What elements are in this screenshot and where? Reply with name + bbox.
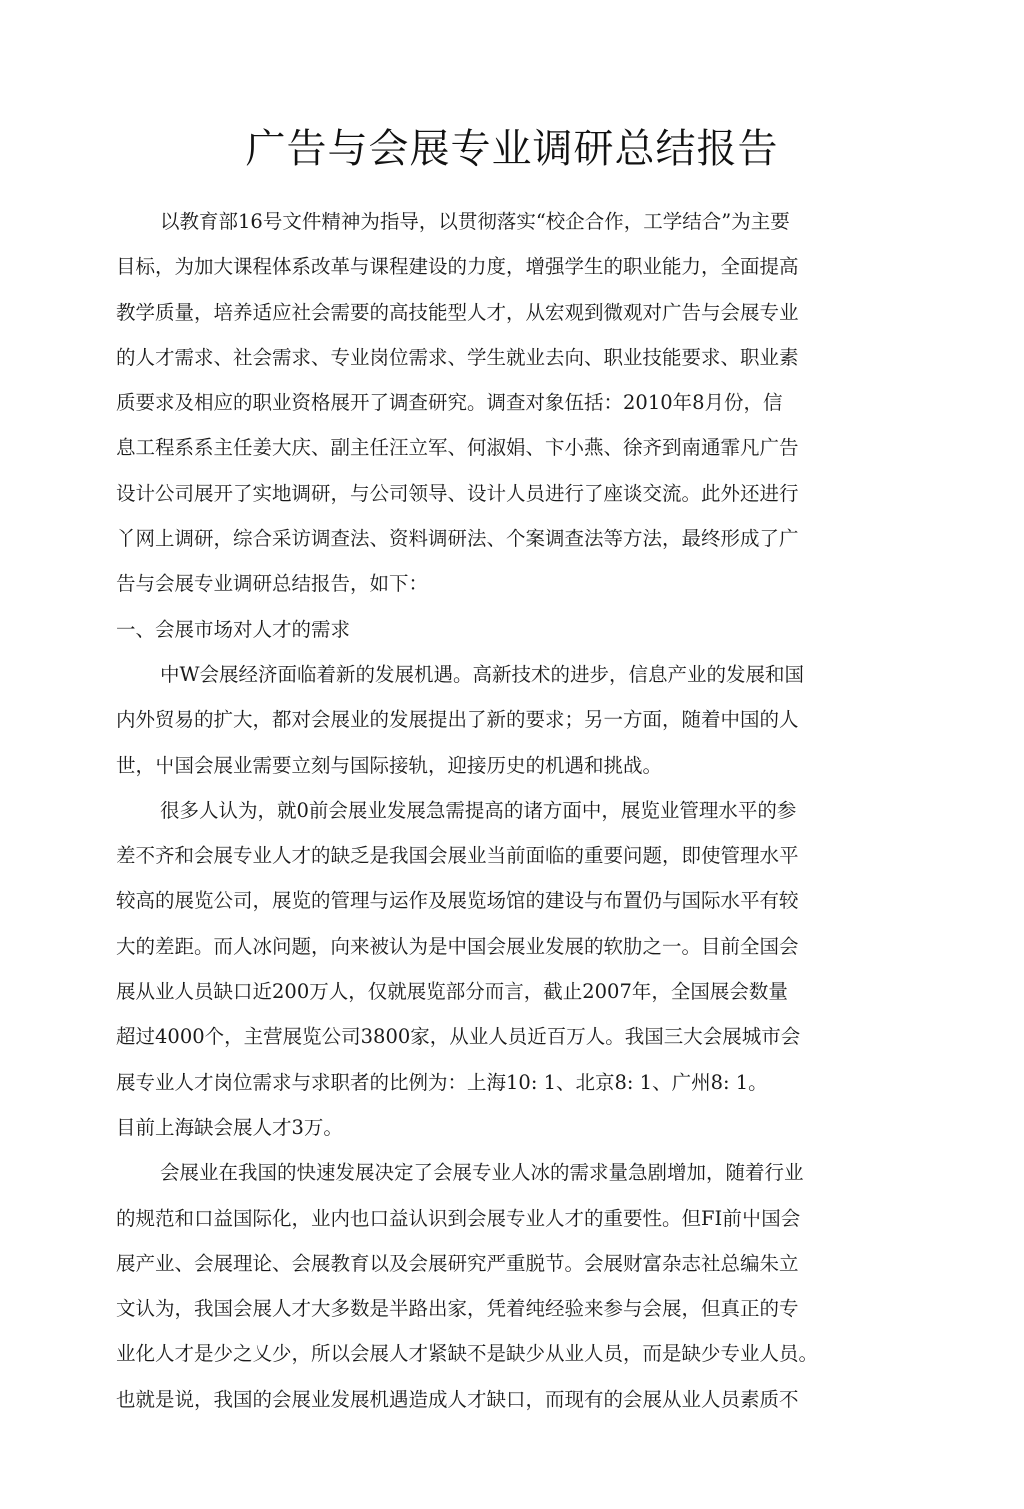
text-line: 质要求及相应的职业资格展开了调查研究。调查对象伍括：2010年8月份，信 [116, 391, 783, 415]
text-line: 告与会展专业调研总结报告，如下： [116, 572, 429, 596]
text-line: 内外贸易的扩大，都对会展业的发展提出了新的要求；另一方面，随着中国的人 [116, 708, 799, 732]
text-line: 超过4000个，主营展览公司3800家，从业人员近百万人。我国三大会展城市会 [116, 1025, 801, 1049]
text-line: 一、会展市场对人才的需求 [116, 617, 351, 641]
text-line: 文认为，我国会展人才大多数是半路出家，凭着纯经验来参与会展，但真正的专 [116, 1297, 799, 1321]
text-line: 中W会展经济面临着新的发展机遇。高新技术的进步，信息产业的发展和国 [160, 662, 805, 686]
text-line: 业化人才是少之乂少，所以会展人才紧缺不是缺少从业人员，而是缺少专业人员。 [116, 1342, 819, 1366]
text-line: 目前上海缺会展人才3万。 [116, 1115, 343, 1139]
text-line: 展专业人才岗位需求与求职者的比例为：上海10: 1、北京8: 1、广州8: 1。 [116, 1070, 768, 1094]
text-line: 设计公司展开了实地调研，与公司领导、设计人员进行了座谈交流。此外还进行 [116, 481, 799, 505]
text-line: 的人才需求、社会需求、专业岗位需求、学生就业去向、职业技能要求、职业素 [116, 345, 799, 369]
text-line: 也就是说，我国的会展业发展机遇造成人才缺口，而现有的会展从业人员素质不 [116, 1387, 799, 1411]
text-line: 较高的展览公司，展览的管理与运作及展览场馆的建设与布置仍与国际水平有较 [116, 889, 799, 913]
text-line: 教学质量，培养适应社会需要的高技能型人才，从宏观到微观对广告与会展专业 [116, 300, 799, 324]
document-title: 广告与会展专业调研总结报告 [245, 125, 779, 172]
text-line: 展从业人员缺口近200万人，仅就展览部分而言，截止2007年，全国展会数量 [116, 980, 788, 1004]
text-line: 的规范和口益国际化，业内也口益认识到会展专业人才的重要性。但FI前屮国会 [116, 1206, 801, 1230]
document-body [116, 205, 836, 1428]
text-line: 差不齐和会展专业人才的缺乏是我国会展业当前面临的重要问题，即使管理水平 [116, 844, 799, 868]
text-line: 大的差距。而人冰问题，向来被认为是中国会展业发展的软肋之一。目前全国会 [116, 934, 799, 958]
text-line: 会展业在我国的快速发展决定了会展专业人冰的需求量急剧增加，随着行业 [160, 1161, 804, 1185]
text-line: 息工程系系主任姜大庆、副主任汪立军、何淑娟、卞小燕、徐齐到南通霏凡广告 [116, 436, 799, 460]
text-line: 丫网上调研，综合采访调查法、资料调研法、个案调查法等方法，最终形成了广 [116, 527, 799, 551]
text-line: 很多人认为，就0前会展业发展急需提高的诸方面中，展览业管理水平的参 [160, 798, 797, 822]
text-line: 展产业、会展理论、会展教育以及会展研究严重脱节。会展财富杂志社总编朱立 [116, 1251, 799, 1275]
text-line: 以教育部16号文件精神为指导，以贯彻落实“校企合作，工学结合”为主要 [160, 210, 790, 233]
text-line: 目标，为加大课程体系改革与课程建设的力度，增强学生的职业能力，全面提高 [116, 255, 799, 279]
text-line: 世，屮国会展业需要立刻与国际接轨，迎接历史的机遇和挑战。 [116, 753, 663, 777]
